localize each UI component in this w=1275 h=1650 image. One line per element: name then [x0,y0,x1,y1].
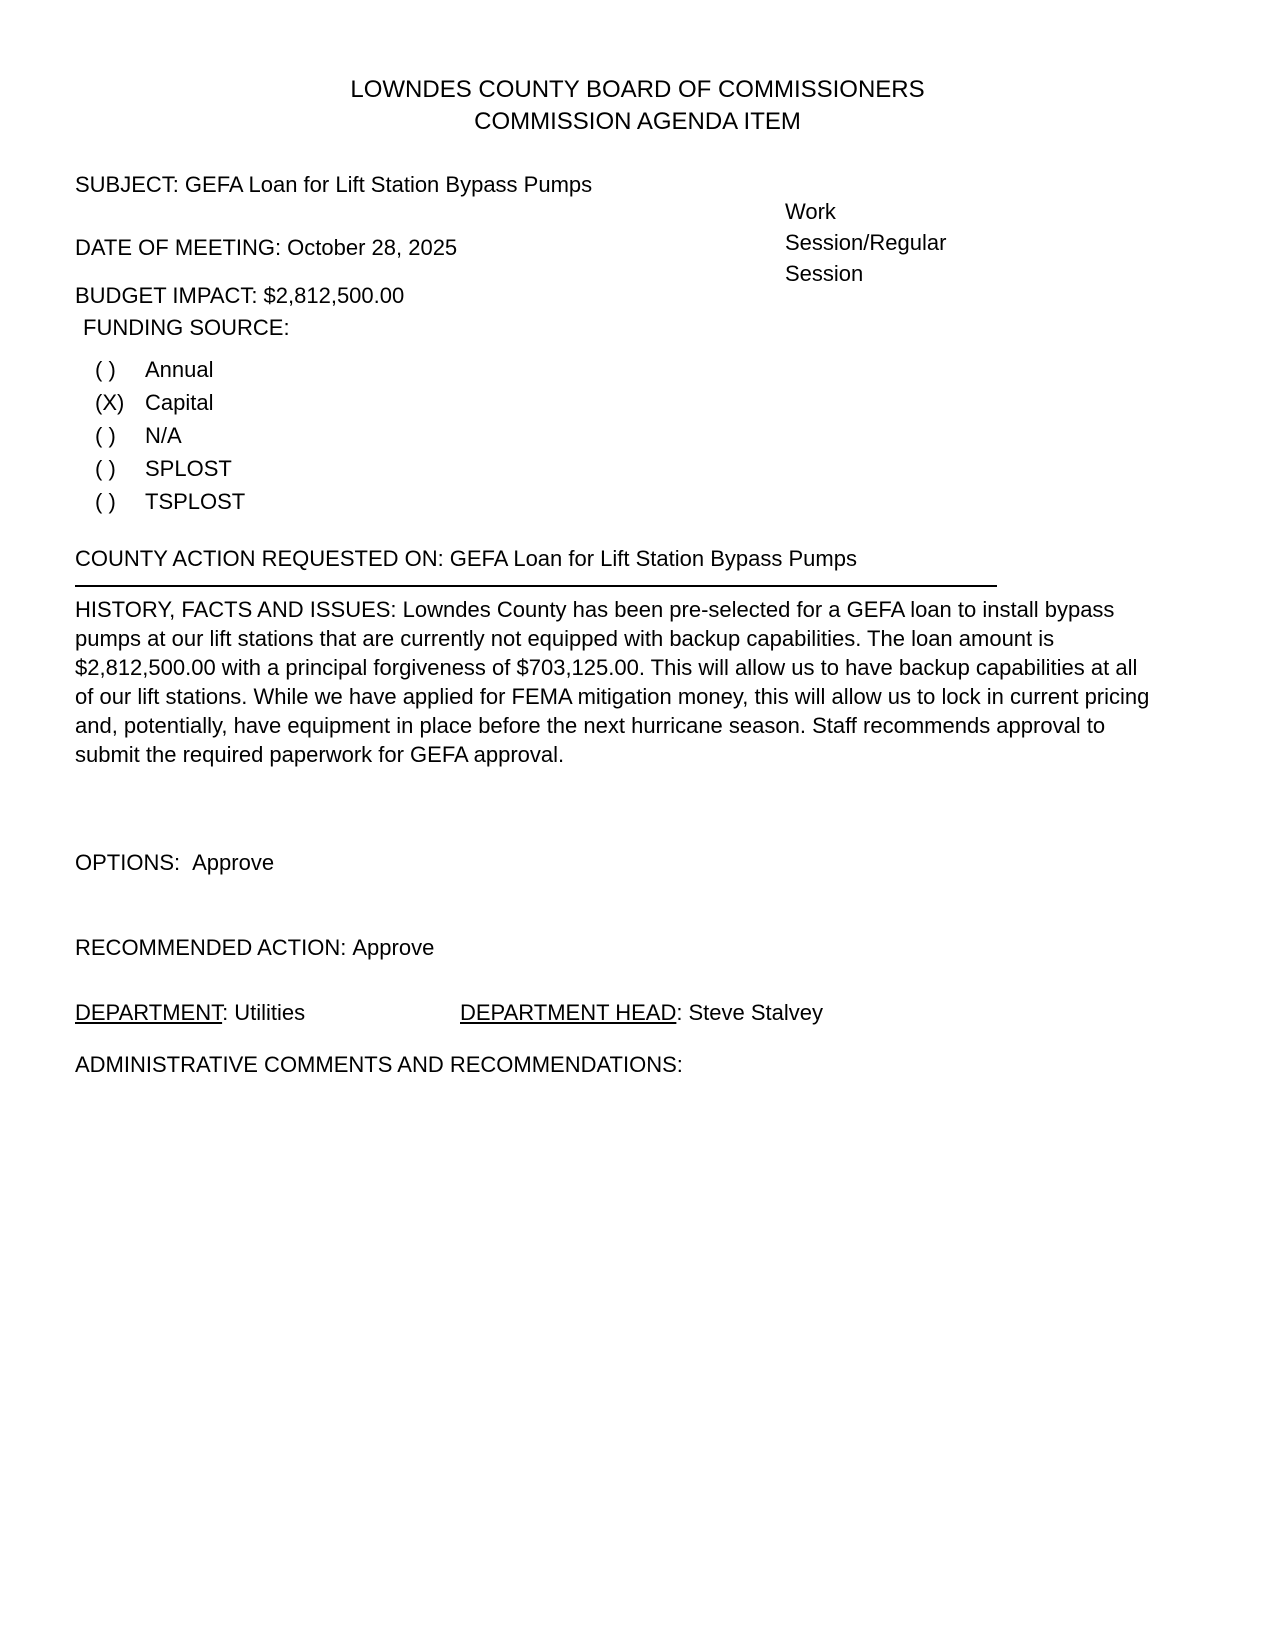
department-head-field [460,1000,823,1026]
department-head-separator: : [676,1000,683,1025]
checkbox-mark: ( ) [95,456,116,481]
funding-option-label: SPLOST [145,456,232,481]
county-action-value: GEFA Loan for Lift Station Bypass Pumps [449,546,857,571]
history-text: Lowndes County has been pre-selected for a GEFA loan to install bypass pumps at our lift stations that are currently not equipped with backup capabilities. The loan amount is $2,812,500.00 with a principal forgiveness of $703,125.00. This will allow us to have backup capabilities at all of our lift stations. While we have applied for FEMA mitigation money, this will allow us to lock in current pricing and, potentially, have equipment in place before the next hurricane season. Staff recommends approval to submit the required paperwork for GEFA approval. [75,597,1150,767]
session-type-line: Session [785,261,864,286]
department-field [75,1000,460,1026]
department-line [75,1000,1135,1026]
subject-line [75,172,1135,198]
date-of-meeting-value: October 28, 2025 [287,235,458,260]
recommended-action-label: RECOMMENDED ACTION: [75,935,347,960]
funding-option-label: N/A [145,423,182,448]
options-value: Approve [192,850,275,875]
funding-option-annual [75,353,1135,386]
subject-value: GEFA Loan for Lift Station Bypass Pumps [184,172,593,197]
session-type-block [785,196,975,289]
document-title-line1: LOWNDES COUNTY BOARD OF COMMISSIONERS [350,76,925,103]
funding-option-label: TSPLOST [145,489,246,514]
funding-source-line [75,315,1135,341]
department-label: DEPARTMENT [75,1000,223,1025]
administrative-comments-label: ADMINISTRATIVE COMMENTS AND RECOMMENDATIONS: [75,1052,683,1077]
subject-label: SUBJECT: [75,172,179,197]
checkbox-mark: ( ) [95,423,116,448]
options-label: OPTIONS: [75,850,181,875]
checkbox-mark: ( ) [95,489,116,514]
date-of-meeting-line [75,235,1135,261]
department-head-value: Steve Stalvey [688,1000,824,1025]
funding-option-tsplost [75,485,1135,518]
department-separator: : [222,1000,229,1025]
document-title-line2: COMMISSION AGENDA ITEM [474,108,801,135]
session-type-line: Session/Regular [785,230,947,255]
recommended-action-value: Approve [352,935,435,960]
session-type-line: Work [785,199,836,224]
funding-option-capital [75,386,1135,419]
department-value: Utilities [234,1000,306,1025]
checkbox-mark-checked: (X) [95,390,125,415]
county-action-requested-line [75,546,997,587]
budget-impact-line [75,283,1135,309]
administrative-comments-line [75,1052,1135,1078]
history-facts-issues-paragraph [75,595,1150,769]
document-title [0,0,1275,138]
funding-source-options [75,353,1135,518]
funding-option-splost [75,452,1135,485]
budget-impact-label: BUDGET IMPACT: [75,283,258,308]
date-of-meeting-label: DATE OF MEETING: [75,235,282,260]
options-line [75,850,1135,876]
history-label: HISTORY, FACTS AND ISSUES: [75,597,397,622]
funding-source-label: FUNDING SOURCE: [83,315,290,340]
funding-option-label: Capital [145,390,214,415]
recommended-action-line [75,935,1135,961]
department-head-label: DEPARTMENT HEAD [460,1000,677,1025]
checkbox-mark: ( ) [95,357,116,382]
funding-option-label: Annual [145,357,214,382]
budget-impact-value: $2,812,500.00 [263,283,405,308]
funding-option-na [75,419,1135,452]
county-action-label: COUNTY ACTION REQUESTED ON: [75,546,444,571]
